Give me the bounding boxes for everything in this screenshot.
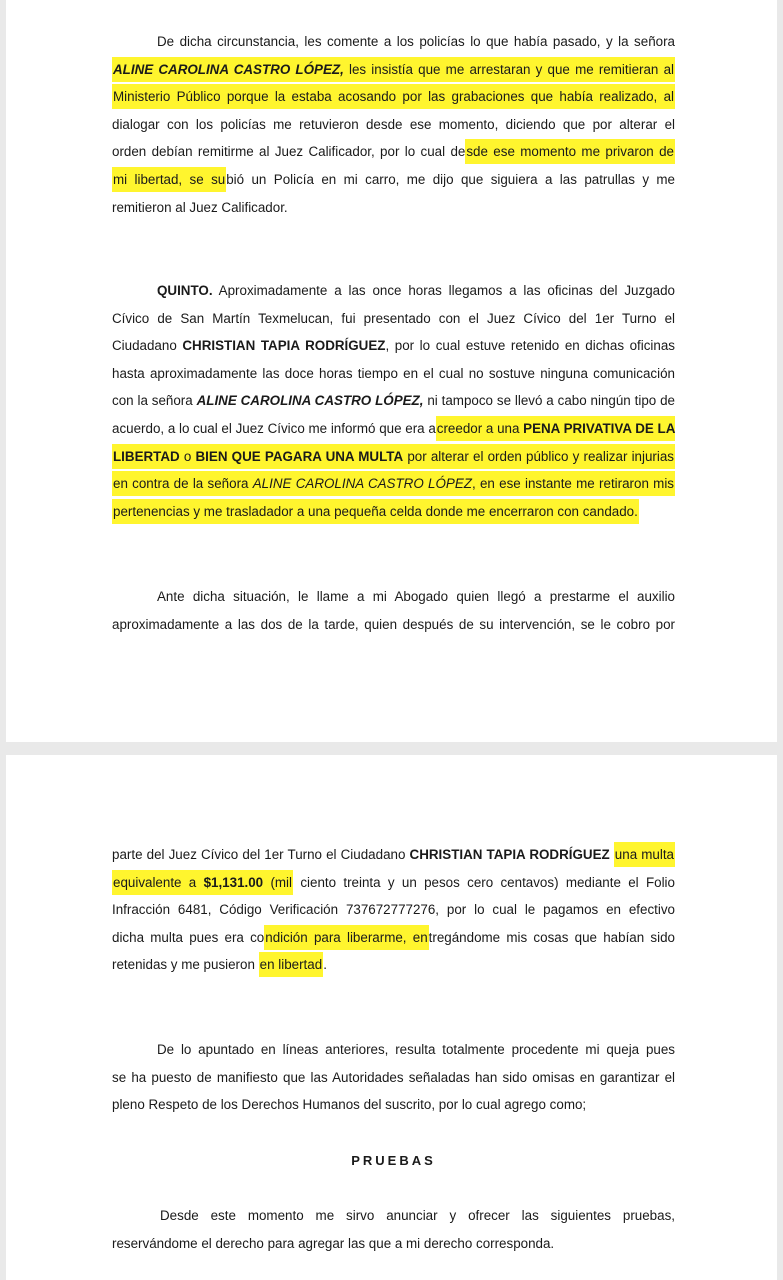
text-line: dicha multa pues era condición para liberarme, entregándome mis cosas que habían sido bbox=[112, 924, 675, 952]
text-line: Ciudadano CHRISTIAN TAPIA RODRÍGUEZ, por lo cual estuve retenido en dichas oficinas bbox=[112, 338, 675, 354]
text-line: Ministerio Público porque la estaba acosando por las grabaciones que había realizado, al bbox=[112, 83, 675, 111]
person-name: ALINE CAROLINA CASTRO LÓPEZ bbox=[252, 476, 472, 492]
paragraph-pruebas bbox=[112, 1202, 675, 1257]
text-line: pleno Respeto de los Derechos Humanos del suscrito, por lo cual agrego como; bbox=[112, 1097, 587, 1113]
text-line: parte del Juez Cívico del 1er Turno el Ciudadano CHRISTIAN TAPIA RODRÍGUEZ una multa bbox=[112, 841, 675, 869]
text-line: dialogar con los policías me retuvieron desde ese momento, diciendo que por alterar el bbox=[112, 116, 675, 132]
text-line: De dicha circunstancia, les comente a los policías lo que había pasado, y la señora bbox=[157, 34, 675, 49]
text-line: se ha puesto de manifiesto que las Autoridades señaladas han sido omisas en garantizar el bbox=[112, 1069, 675, 1085]
text-line: QUINTO. Aproximadamente a las once horas llegamos a las oficinas del Juzgado bbox=[157, 283, 675, 298]
text-line: retenidas y me pusieron en libertad. bbox=[112, 951, 675, 979]
text-line: acuerdo, a lo cual el Juez Cívico me informó que era acreedor a una PENA PRIVATIVA DE LA bbox=[112, 415, 675, 443]
text-line: ALINE CAROLINA CASTRO LÓPEZ, les insistía que me arrestaran y que me remitieran al bbox=[112, 56, 675, 84]
text-line: con la señora ALINE CAROLINA CASTRO LÓPEZ, ni tampoco se llevó a cabo ningún tipo de bbox=[112, 393, 675, 409]
text-line: Desde este momento me sirvo anunciar y ofrecer las siguientes pruebas, bbox=[160, 1208, 675, 1223]
text-line: hasta aproximadamente las doce horas tiempo en el cual no sostuve ninguna comunicación bbox=[112, 365, 675, 381]
person-name: CHRISTIAN TAPIA RODRÍGUEZ bbox=[182, 338, 386, 354]
person-name: ALINE CAROLINA CASTRO LÓPEZ, bbox=[196, 393, 424, 409]
text-line: Ante dicha situación, le llame a mi Abogado quien llegó a prestarme el auxilio bbox=[157, 589, 675, 604]
text-line: reservándome el derecho para agregar las que a mi derecho corresponda. bbox=[112, 1235, 555, 1251]
text-line: aproximadamente a las dos de la tarde, quien después de su intervención, se le cobro por bbox=[112, 616, 675, 632]
text-line: Infracción 6481, Código Verificación 737672777276, por lo cual le pagamos en efectivo bbox=[112, 902, 675, 918]
text-line: equivalente a $1,131.00 (mil ciento treinta y un pesos cero centavos) mediante el Folio bbox=[112, 869, 675, 897]
text-line: mi libertad, se subió un Policía en mi carro, me dijo que siguiera a las patrullas y me bbox=[112, 166, 675, 194]
text-line: orden debían remitirme al Juez Calificador, por lo cual desde ese momento me privaron de bbox=[112, 138, 675, 166]
text-line: en contra de la señora ALINE CAROLINA CASTRO LÓPEZ, en ese instante me retiraron mis bbox=[112, 470, 675, 498]
text-line: pertenencias y me trasladador a una pequeña celda donde me encerraron con candado. bbox=[112, 498, 675, 526]
paragraph-circunstancia bbox=[112, 28, 675, 221]
document-page-2 bbox=[6, 755, 777, 1280]
text-line: Cívico de San Martín Texmelucan, fui presentado con el Juez Cívico del 1er Turno el bbox=[112, 310, 675, 326]
paragraph-abogado bbox=[112, 583, 675, 638]
paragraph-queja bbox=[112, 1036, 675, 1119]
paragraph-multa bbox=[112, 841, 675, 979]
text-line: remitieron al Juez Calificador. bbox=[112, 199, 288, 215]
paragraph-quinto bbox=[112, 277, 675, 525]
section-heading-pruebas: PRUEBAS bbox=[351, 1153, 436, 1168]
document-page-1 bbox=[6, 0, 777, 742]
text-line: De lo apuntado en líneas anteriores, resulta totalmente procedente mi queja pues bbox=[157, 1042, 675, 1057]
section-label: QUINTO. bbox=[157, 283, 213, 298]
text-line: LIBERTAD o BIEN QUE PAGARA UNA MULTA por alterar el orden público y realizar injurias bbox=[112, 443, 675, 471]
fine-amount: $1,131.00 bbox=[203, 874, 264, 890]
person-name: CHRISTIAN TAPIA RODRÍGUEZ bbox=[409, 847, 610, 862]
person-name: ALINE CAROLINA CASTRO LÓPEZ, bbox=[113, 61, 344, 77]
